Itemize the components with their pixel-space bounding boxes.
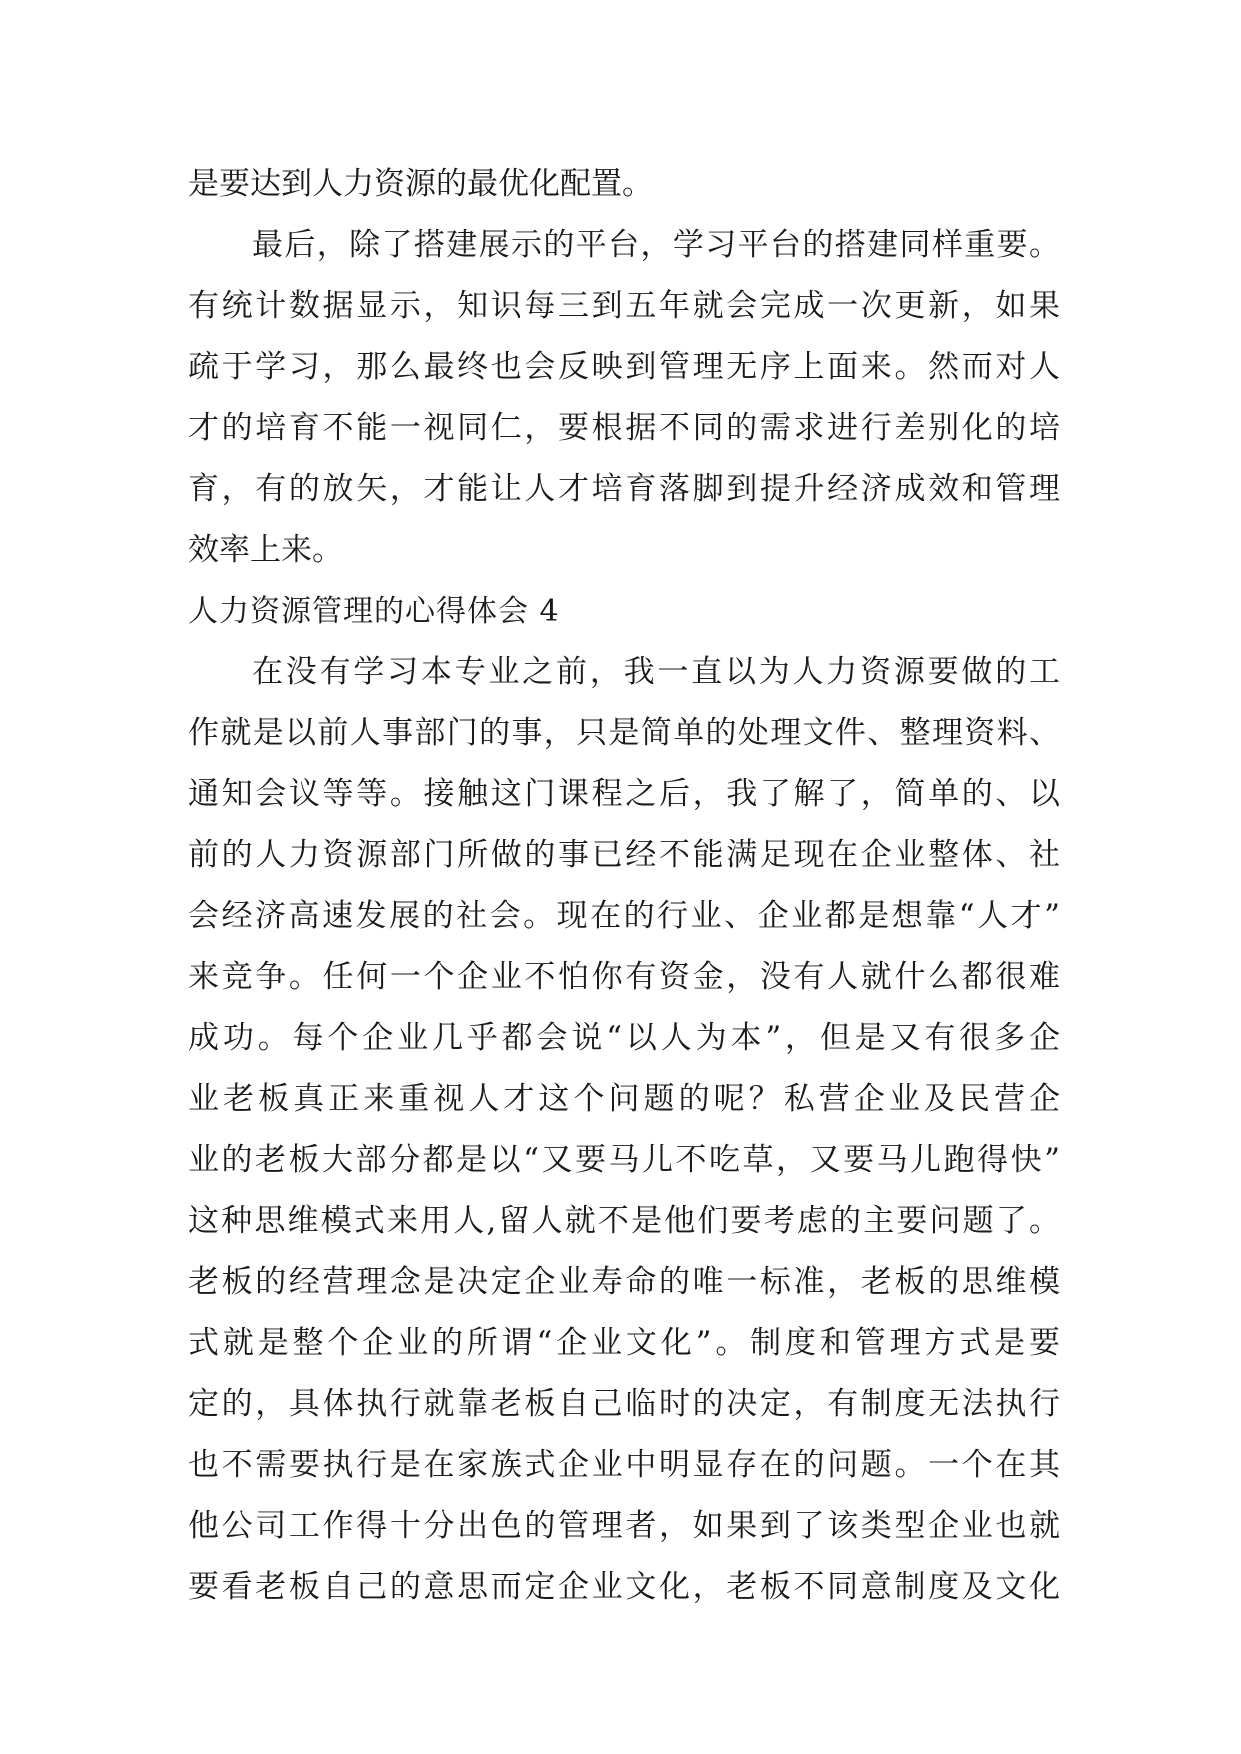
text-line: 老板的经营理念是决定企业寿命的唯一标准，老板的思维模 (188, 1264, 1060, 1300)
text-line: 也不需要执行是在家族式企业中明显存在的问题。一个在其 (188, 1447, 1060, 1483)
text-line: 业的老板大部分都是以“又要马儿不吃草，又要马儿跑得快” (188, 1142, 1060, 1178)
text-line: 定的，具体执行就靠老板自己临时的决定，有制度无法执行 (188, 1386, 1060, 1422)
paragraph-platform (188, 215, 1060, 581)
text-line: 最后，除了搭建展示的平台，学习平台的搭建同样重要。 (252, 227, 1060, 263)
text-line: 式就是整个企业的所谓“企业文化”。制度和管理方式是要 (188, 1325, 1060, 1361)
text-line: 会经济高速发展的社会。现在的行业、企业都是想靠“人才” (188, 898, 1060, 934)
text-line: 有统计数据显示，知识每三到五年就会完成一次更新，如果 (188, 288, 1060, 324)
text-line: 要看老板自己的意思而定企业文化，老板不同意制度及文化 (188, 1569, 1060, 1605)
text-line: 育，有的放矢，才能让人才培育落脚到提升经济成效和管理 (188, 471, 1060, 507)
text-line: 前的人力资源部门所做的事已经不能满足现在企业整体、社 (188, 837, 1060, 873)
document-body (188, 154, 1060, 1618)
paragraph-section-4 (188, 642, 1060, 1618)
text-line: 才的培育不能一视同仁，要根据不同的需求进行差别化的培 (188, 410, 1060, 446)
text-line: 疏于学习，那么最终也会反映到管理无序上面来。然而对人 (188, 349, 1060, 385)
text-line: 业老板真正来重视人才这个问题的呢？私营企业及民营企 (188, 1081, 1060, 1117)
paragraph-continued (188, 154, 1060, 215)
text-line: 他公司工作得十分出色的管理者，如果到了该类型企业也就 (188, 1508, 1060, 1544)
text-line: 这种思维模式来用人,留人就不是他们要考虑的主要问题了。 (188, 1203, 1060, 1239)
text-line: 来竞争。任何一个企业不怕你有资金，没有人就什么都很难 (188, 959, 1060, 995)
text-line: 通知会议等等。接触这门课程之后，我了解了，简单的、以 (188, 776, 1060, 812)
text-line: 成功。每个企业几乎都会说“以人为本”，但是又有很多企 (188, 1020, 1060, 1056)
text-line: 作就是以前人事部门的事，只是简单的处理文件、整理资料、 (188, 715, 1060, 751)
text-line: 是要达到人力资源的最优化配置。 (188, 166, 653, 202)
section-heading: 人力资源管理的心得体会 4 (188, 594, 560, 629)
text-line: 在没有学习本专业之前，我一直以为人力资源要做的工 (252, 654, 1060, 690)
text-line: 效率上来。 (188, 532, 343, 568)
